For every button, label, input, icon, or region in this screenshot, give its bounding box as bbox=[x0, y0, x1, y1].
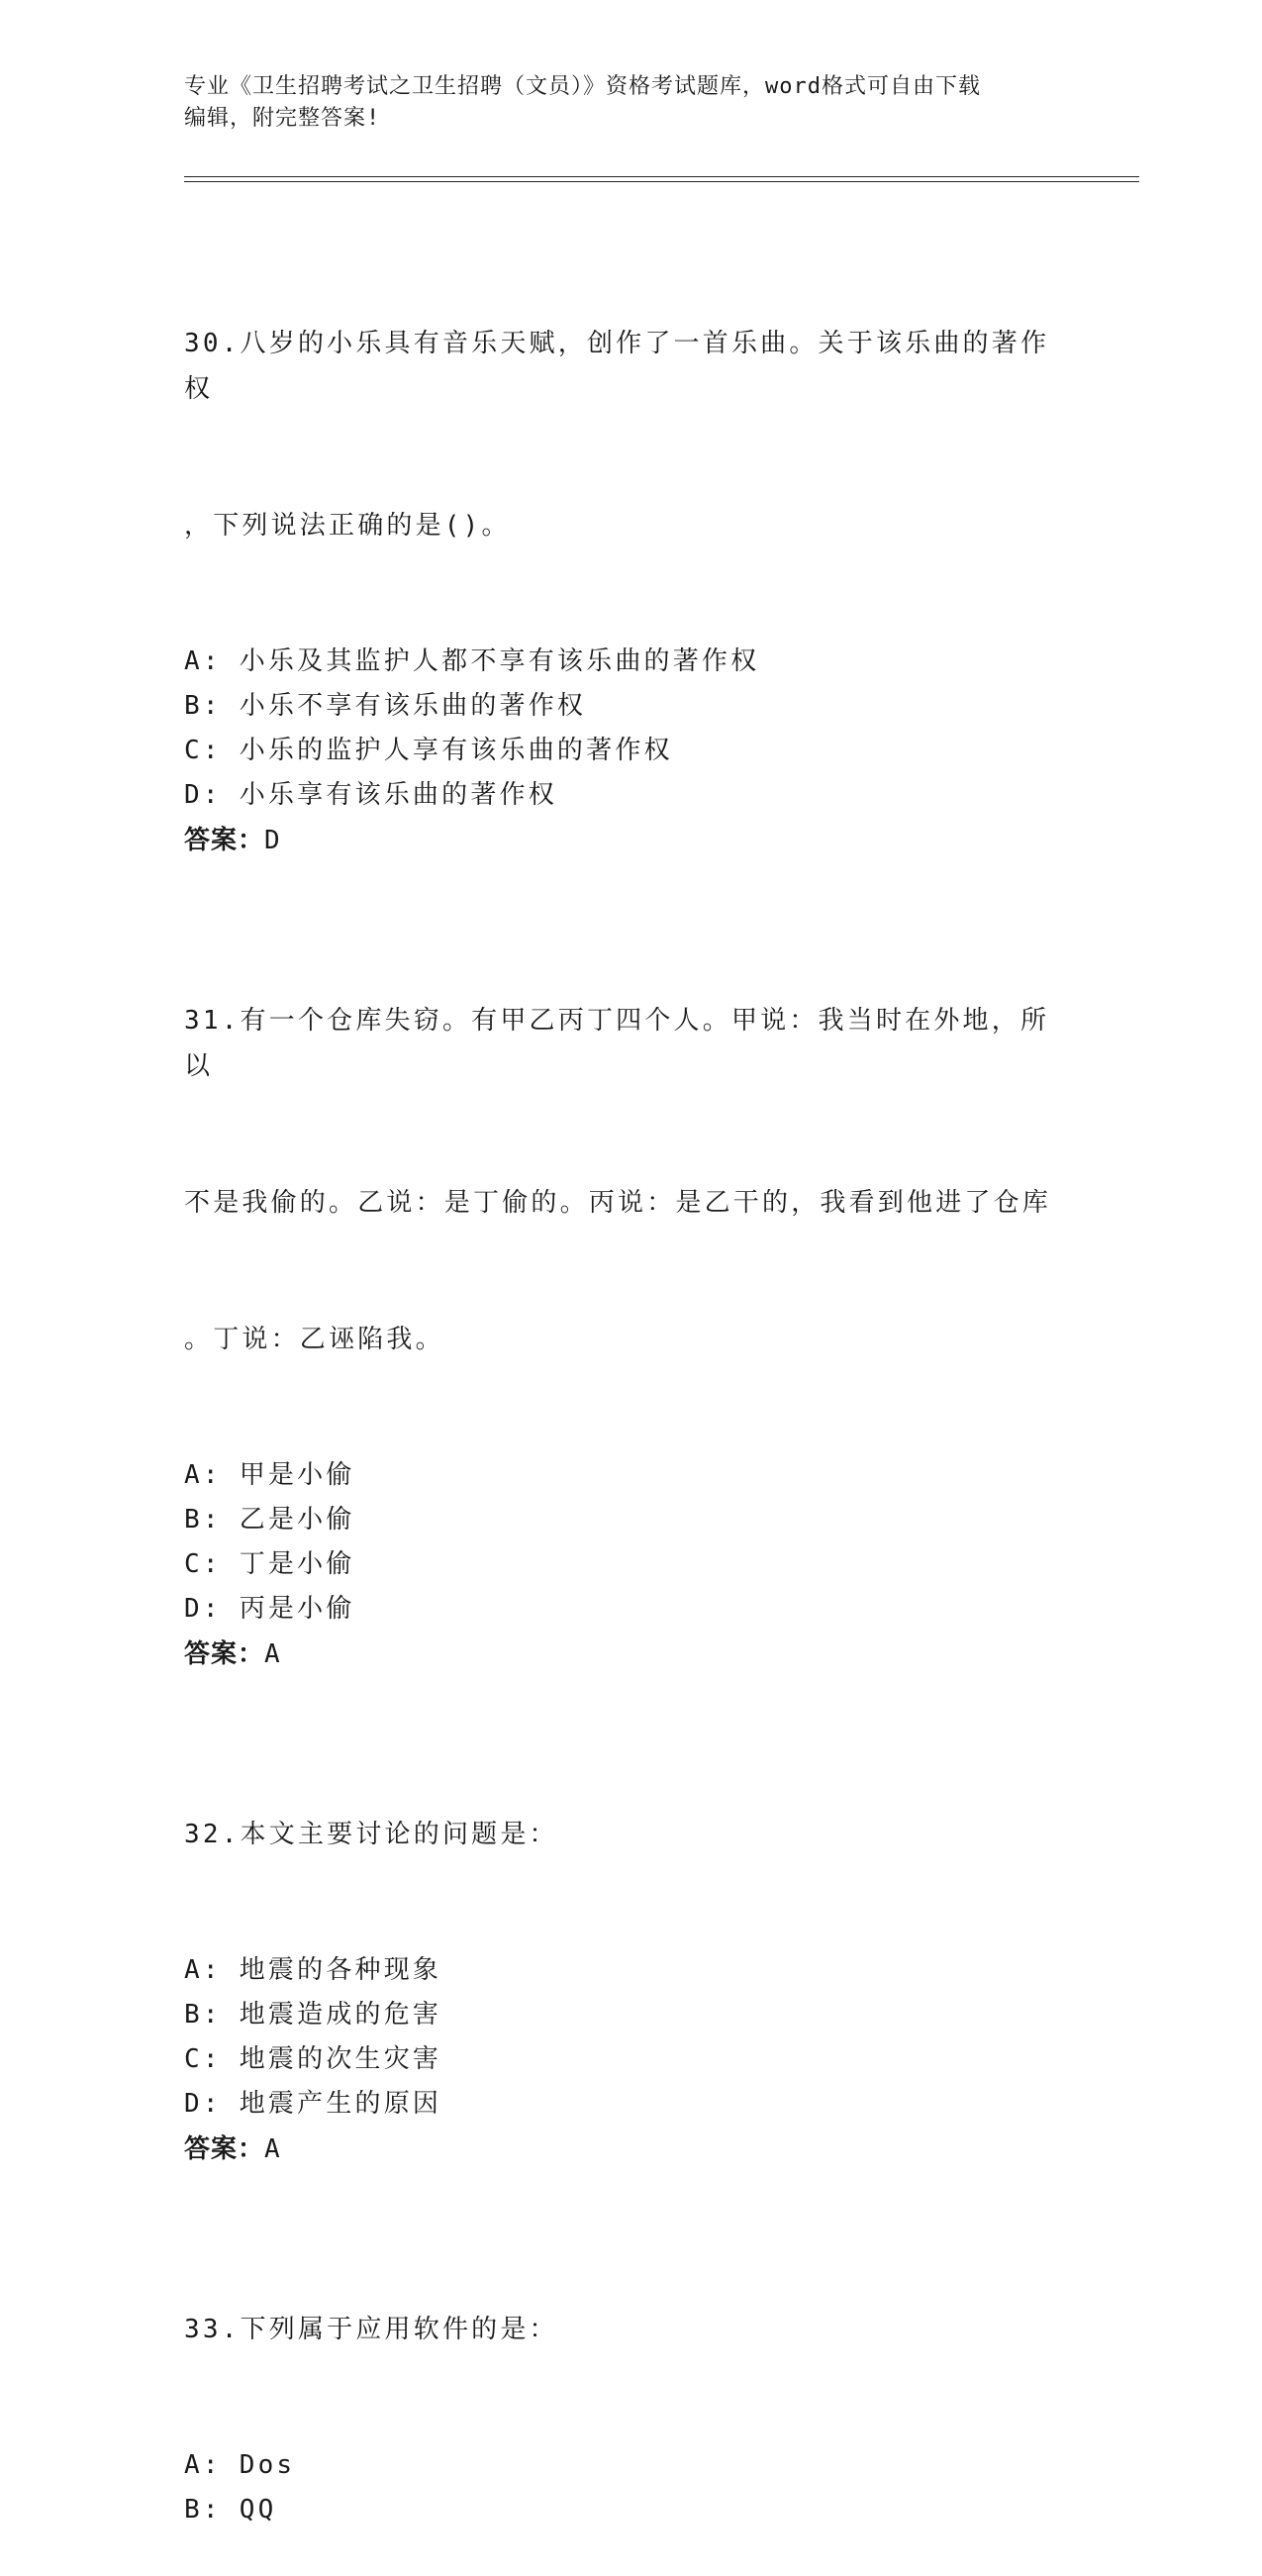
question-stem-line: 。丁说：乙诬陷我。 bbox=[184, 1325, 444, 1354]
question-stem-line: 33.下列属于应用软件的是： bbox=[184, 2315, 558, 2344]
option-d bbox=[184, 2082, 1075, 2127]
option-text: Dos bbox=[239, 2450, 296, 2480]
option-text: 丁是小偷 bbox=[239, 1549, 355, 1579]
option-key: B: bbox=[184, 2495, 222, 2525]
answer-line bbox=[184, 2127, 1075, 2172]
option-b bbox=[184, 684, 1075, 729]
question-stem-line: 31.有一个仓库失窃。有甲乙丙丁四个人。甲说：我当时在外地，所以 bbox=[184, 1006, 1050, 1081]
question-stem bbox=[184, 230, 1075, 640]
question-stem bbox=[184, 907, 1075, 1453]
option-text: 小乐及其监护人都不享有该乐曲的著作权 bbox=[239, 646, 760, 676]
option-text: 丙是小偷 bbox=[239, 1594, 355, 1624]
option-key: B: bbox=[184, 1505, 222, 1535]
option-key: C: bbox=[184, 736, 222, 765]
option-key: A: bbox=[184, 1955, 222, 1985]
option-key: B: bbox=[184, 2000, 222, 2030]
document-header bbox=[184, 71, 1055, 135]
option-b bbox=[184, 2488, 1075, 2532]
header-divider-bottom bbox=[184, 181, 1139, 182]
option-c bbox=[184, 729, 1075, 773]
option-key: B: bbox=[184, 691, 222, 721]
option-text: 小乐享有该乐曲的著作权 bbox=[239, 780, 557, 810]
option-text: 地震产生的原因 bbox=[239, 2089, 442, 2119]
answer-value: A bbox=[264, 1639, 281, 1669]
option-text: QQ bbox=[239, 2495, 277, 2525]
answer-value: A bbox=[264, 2134, 281, 2164]
question-stem-line: ，下列说法正确的是()。 bbox=[184, 511, 511, 541]
question-stem-line: 30.八岁的小乐具有音乐天赋，创作了一首乐曲。关于该乐曲的著作权 bbox=[184, 329, 1050, 404]
option-key: D: bbox=[184, 2089, 222, 2119]
question-stem-line: 32.本文主要讨论的问题是： bbox=[184, 1820, 558, 1849]
option-d bbox=[184, 773, 1075, 818]
option-text: 小乐的监护人享有该乐曲的著作权 bbox=[239, 736, 673, 765]
option-b bbox=[184, 1993, 1075, 2037]
question-stem bbox=[184, 1721, 1075, 1948]
question-30 bbox=[184, 230, 1075, 863]
answer-line bbox=[184, 1632, 1075, 1677]
question-32 bbox=[184, 1721, 1075, 2172]
answer-line bbox=[184, 818, 1075, 863]
option-d bbox=[184, 1587, 1075, 1632]
answer-value: D bbox=[264, 826, 281, 855]
option-a bbox=[184, 1948, 1075, 1993]
answer-label: 答案： bbox=[184, 1639, 265, 1669]
option-key: A: bbox=[184, 646, 222, 676]
option-text: 小乐不享有该乐曲的著作权 bbox=[239, 691, 587, 721]
option-c bbox=[184, 1542, 1075, 1587]
option-key: D: bbox=[184, 1594, 222, 1624]
question-stem-line: 不是我偷的。乙说：是丁偷的。丙说：是乙干的，我看到他进了仓库 bbox=[184, 1188, 1052, 1218]
option-key: A: bbox=[184, 2450, 222, 2480]
option-text: 地震造成的危害 bbox=[239, 2000, 442, 2030]
question-list bbox=[184, 230, 1075, 2576]
option-b bbox=[184, 1498, 1075, 1542]
option-key: C: bbox=[184, 2044, 222, 2074]
option-key: A: bbox=[184, 1460, 222, 1490]
option-c bbox=[184, 2037, 1075, 2082]
option-text: 乙是小偷 bbox=[239, 1505, 355, 1535]
header-divider-top bbox=[184, 176, 1139, 177]
option-a bbox=[184, 640, 1075, 684]
header-title-line-2: 编辑，附完整答案! bbox=[184, 106, 381, 131]
option-text: 地震的次生灾害 bbox=[239, 2044, 442, 2074]
option-key: C: bbox=[184, 1549, 222, 1579]
option-a bbox=[184, 2443, 1075, 2488]
header-title-line-1: 专业《卫生招聘考试之卫生招聘（文员）》资格考试题库，word格式可自由下载 bbox=[184, 74, 981, 99]
option-text: 甲是小偷 bbox=[239, 1460, 355, 1490]
question-33 bbox=[184, 2216, 1075, 2532]
option-a bbox=[184, 1453, 1075, 1498]
answer-label: 答案： bbox=[184, 2134, 265, 2164]
question-31 bbox=[184, 907, 1075, 1677]
option-key: D: bbox=[184, 780, 222, 810]
question-stem bbox=[184, 2216, 1075, 2443]
option-text: 地震的各种现象 bbox=[239, 1955, 442, 1985]
answer-label: 答案： bbox=[184, 826, 265, 855]
